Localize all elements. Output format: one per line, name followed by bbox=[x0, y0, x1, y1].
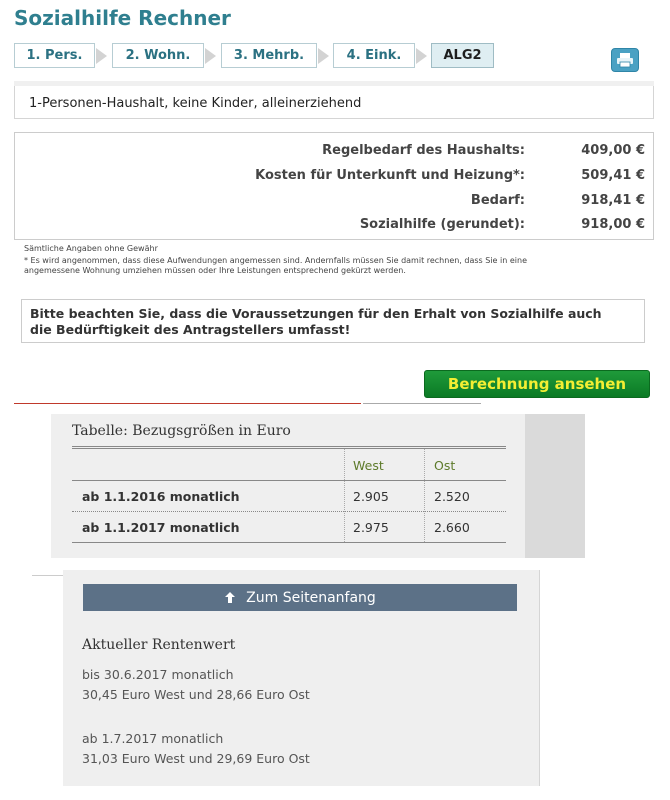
step-arrow-icon bbox=[318, 48, 329, 64]
table-title-rule bbox=[72, 446, 506, 449]
tab-extra-needs[interactable]: 3. Mehrb. bbox=[221, 43, 317, 68]
table-cell-west: 2.905 bbox=[353, 489, 389, 504]
panel-side bbox=[525, 414, 585, 558]
step-arrow-icon bbox=[416, 48, 427, 64]
pension-value-2: 31,03 Euro West und 29,69 Euro Ost bbox=[82, 751, 310, 766]
view-calculation-button[interactable]: Berechnung ansehen bbox=[424, 370, 650, 398]
result-label: Bedarf: bbox=[470, 193, 525, 208]
table-rule bbox=[72, 542, 506, 543]
result-label: Kosten für Unterkunft und Heizung*: bbox=[255, 168, 525, 183]
divider bbox=[32, 575, 63, 576]
table-rule bbox=[72, 480, 506, 481]
table-cell-west: 2.975 bbox=[353, 520, 389, 535]
divider bbox=[14, 403, 361, 404]
table-col-separator bbox=[424, 449, 425, 542]
printer-icon bbox=[616, 52, 634, 68]
back-to-top-button[interactable] bbox=[83, 584, 517, 611]
table-row-label: ab 1.1.2017 monatlich bbox=[82, 520, 240, 535]
back-to-top-label: Zum Seitenanfang bbox=[246, 589, 376, 606]
result-value: 918,41 € bbox=[581, 193, 645, 208]
result-value: 918,00 € bbox=[581, 217, 645, 232]
print-button[interactable] bbox=[611, 48, 639, 72]
result-row bbox=[15, 143, 655, 165]
tab-housing[interactable]: 2. Wohn. bbox=[112, 43, 204, 68]
warning-line: Bitte beachten Sie, dass die Voraussetzungen für den Erhalt von Sozialhilfe auch bbox=[30, 306, 602, 321]
table-cell-ost: 2.520 bbox=[434, 489, 470, 504]
step-arrow-icon bbox=[205, 48, 216, 64]
tab-alg2[interactable]: ALG2 bbox=[431, 43, 494, 68]
arrow-up-icon bbox=[224, 591, 236, 604]
warning-box bbox=[21, 299, 645, 343]
household-description: 1-Personen-Haushalt, keine Kinder, alleinerziehend bbox=[14, 86, 654, 119]
table-rule bbox=[72, 511, 506, 512]
footnote-line: * Es wird angenommen, dass diese Aufwendungen angemessen sind. Andernfalls müssen Sie damit rechnen, dass Sie in eine bbox=[24, 256, 527, 265]
results-box bbox=[14, 132, 654, 240]
pension-value-1: 30,45 Euro West und 28,66 Euro Ost bbox=[82, 687, 310, 702]
step-arrow-icon bbox=[96, 48, 107, 64]
tab-persons[interactable]: 1. Pers. bbox=[14, 43, 95, 68]
result-label: Regelbedarf des Haushalts: bbox=[322, 143, 525, 158]
pension-value-title: Aktueller Rentenwert bbox=[82, 637, 236, 653]
result-value: 509,41 € bbox=[581, 168, 645, 183]
table-col-separator bbox=[344, 449, 345, 542]
result-row bbox=[15, 193, 655, 215]
table-cell-ost: 2.660 bbox=[434, 520, 470, 535]
footnote-line: angemessene Wohnung umziehen müssen oder Ihre Leistungen entsprechend gekürzt werden. bbox=[24, 266, 406, 275]
table-header-ost: Ost bbox=[434, 458, 456, 473]
result-value: 409,00 € bbox=[581, 143, 645, 158]
page-title: Sozialhilfe Rechner bbox=[14, 6, 231, 30]
result-row bbox=[15, 168, 655, 190]
warning-line: die Bedürftigkeit des Antragstellers umfasst! bbox=[30, 322, 351, 337]
result-row bbox=[15, 217, 655, 239]
tab-income[interactable]: 4. Eink. bbox=[333, 43, 415, 68]
result-label: Sozialhilfe (gerundet): bbox=[359, 217, 525, 232]
table-title: Tabelle: Bezugsgrößen in Euro bbox=[72, 423, 291, 439]
table-header-west: West bbox=[353, 458, 384, 473]
pension-period-1: bis 30.6.2017 monatlich bbox=[82, 667, 234, 682]
divider bbox=[363, 403, 481, 404]
disclaimer-note: Sämtliche Angaben ohne Gewähr bbox=[24, 244, 158, 253]
pension-period-2: ab 1.7.2017 monatlich bbox=[82, 731, 224, 746]
table-row-label: ab 1.1.2016 monatlich bbox=[82, 489, 240, 504]
